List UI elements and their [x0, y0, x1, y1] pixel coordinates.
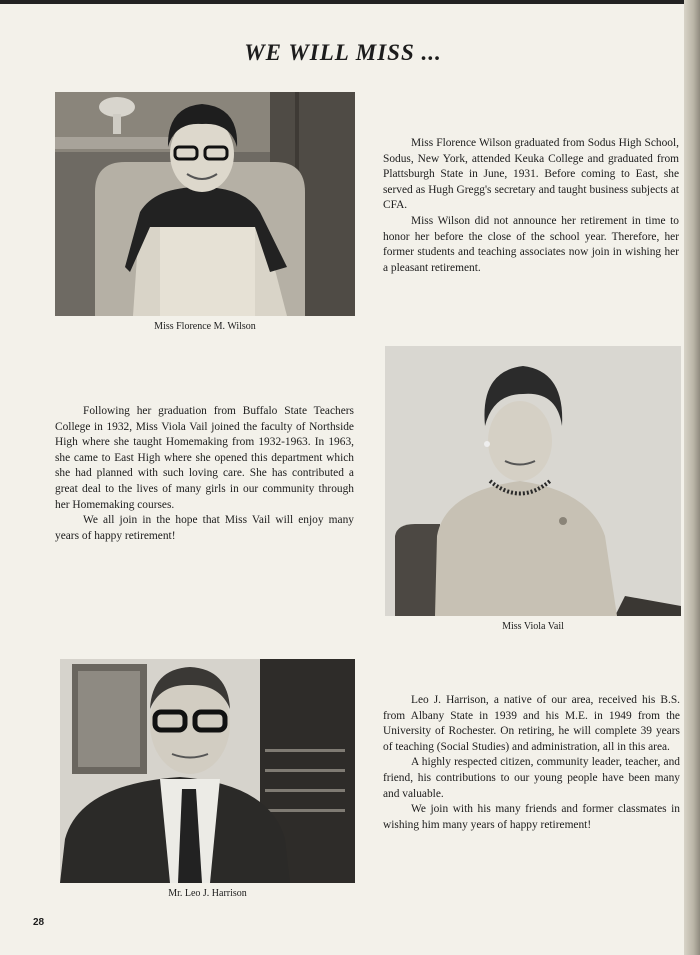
paragraph: Miss Florence Wilson graduated from Sodus High School, Sodus, New York, attended Keuka College and graduated from Plattsburgh State in June, 1931. Before coming to East, she served as Hugh Gregg's secretary and taught business subjects at CFA. [383, 137, 679, 212]
paragraph: A highly respected citizen, community leader, teacher, and friend, his contributions to our young people have been many and valuable. [383, 756, 680, 800]
text-florence-wilson [383, 136, 679, 276]
paragraph: Following her graduation from Buffalo State Teachers College in 1932, Miss Viola Vail joined the faculty of Northside High where she taught Homemaking from 1932-1963. In 1963, she came to East High where she opened this department which she had planned with such loving care. She has contributed a great deal to the lives of many girls in our community through her Homemaking courses. [55, 405, 354, 511]
page-binding-edge [684, 0, 700, 955]
caption-leo-harrison: Mr. Leo J. Harrison [168, 888, 247, 899]
caption-florence-wilson: Miss Florence M. Wilson [154, 321, 256, 332]
photo-leo-harrison [60, 659, 355, 883]
paragraph: Leo J. Harrison, a native of our area, received his B.S. from Albany State in 1939 and his M.E. in 1949 from the University of Rochester. On retiring, he will complete 39 years of teaching (Social Studies) and administration, all in this area. [383, 694, 680, 753]
paragraph: We all join in the hope that Miss Vail will enjoy many years of happy retirement! [55, 514, 354, 542]
photo-viola-vail [385, 346, 681, 616]
caption-viola-vail: Miss Viola Vail [502, 621, 564, 632]
text-leo-harrison [383, 693, 680, 833]
paragraph: We join with his many friends and former classmates in wishing him many years of happy retirement! [383, 803, 680, 831]
photo-florence-wilson [55, 92, 355, 316]
text-viola-vail [55, 404, 354, 544]
page-number: 28 [33, 917, 45, 928]
top-border [0, 0, 700, 4]
page-title: WE WILL MISS ... [244, 40, 442, 65]
paragraph: Miss Wilson did not announce her retirement in time to honor her before the close of the school year. Therefore, her former students and teaching associates now join in wishing her a pleasant retirement. [383, 214, 679, 274]
